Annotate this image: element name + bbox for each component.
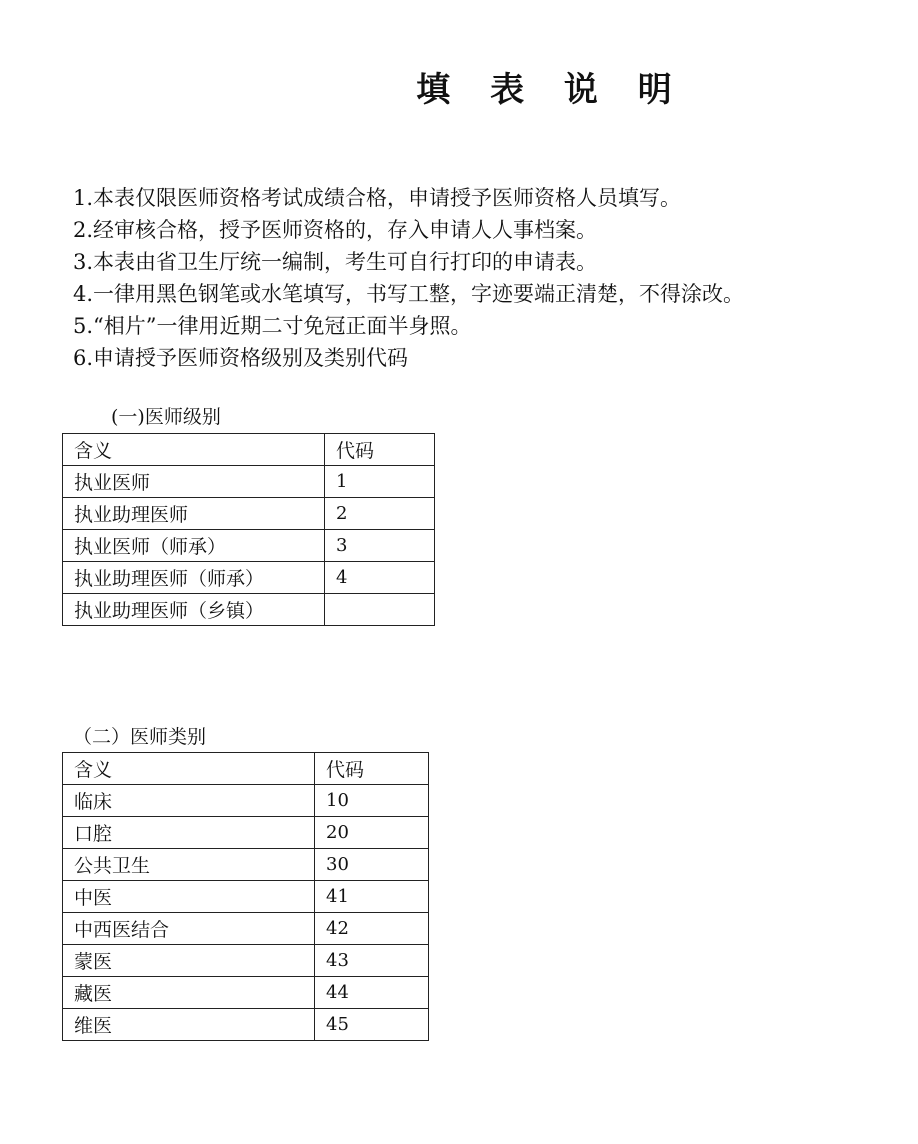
cell-code [325, 594, 435, 626]
instruction-item-3: 3.本表由省卫生厅统一编制，考生可自行打印的申请表。 [73, 250, 598, 274]
instruction-item-6: 6.申请授予医师资格级别及类别代码 [73, 346, 409, 370]
cell-meaning: 执业医师 [63, 466, 325, 498]
cell-code: 1 [325, 466, 435, 498]
header-code: 代码 [325, 434, 435, 466]
table-row [63, 817, 429, 849]
cell-code: 3 [325, 530, 435, 562]
cell-meaning: 执业助理医师 [63, 498, 325, 530]
cell-code: 10 [315, 785, 429, 817]
cell-meaning: 藏医 [63, 977, 315, 1009]
page-title: 填 表 说 明 [416, 70, 686, 110]
table-header-row [63, 753, 429, 785]
table-row [63, 913, 429, 945]
table-row [63, 498, 435, 530]
cell-meaning: 执业助理医师（乡镇） [63, 594, 325, 626]
instructions-list [73, 182, 744, 374]
table-row [63, 1009, 429, 1041]
level-code-table [62, 433, 435, 626]
cell-code: 30 [315, 849, 429, 881]
cell-code: 42 [315, 913, 429, 945]
header-code: 代码 [315, 753, 429, 785]
cell-meaning: 执业医师（师承） [63, 530, 325, 562]
category-section-label: （二）医师类别 [73, 726, 207, 748]
cell-code: 45 [315, 1009, 429, 1041]
table-row [63, 849, 429, 881]
cell-code: 4 [325, 562, 435, 594]
instruction-item-2: 2.经审核合格，授予医师资格的，存入申请人人事档案。 [73, 218, 598, 242]
table-header-row [63, 434, 435, 466]
cell-meaning: 公共卫生 [63, 849, 315, 881]
cell-meaning: 执业助理医师（师承） [63, 562, 325, 594]
header-meaning: 含义 [63, 434, 325, 466]
table-row [63, 785, 429, 817]
header-meaning: 含义 [63, 753, 315, 785]
table-row [63, 562, 435, 594]
cell-code: 44 [315, 977, 429, 1009]
cell-code: 41 [315, 881, 429, 913]
cell-meaning: 临床 [63, 785, 315, 817]
cell-code: 20 [315, 817, 429, 849]
cell-meaning: 中医 [63, 881, 315, 913]
table-row [63, 945, 429, 977]
instruction-item-5: 5.“相片”一律用近期二寸免冠正面半身照。 [73, 314, 472, 338]
cell-code: 2 [325, 498, 435, 530]
cell-code: 43 [315, 945, 429, 977]
cell-meaning: 中西医结合 [63, 913, 315, 945]
instruction-item-4: 4.一律用黑色钢笔或水笔填写，书写工整，字迹要端正清楚，不得涂改。 [73, 282, 745, 306]
cell-meaning: 蒙医 [63, 945, 315, 977]
table-row [63, 530, 435, 562]
level-section-label: (一)医师级别 [111, 406, 221, 428]
category-code-table [62, 752, 429, 1041]
cell-meaning: 维医 [63, 1009, 315, 1041]
cell-meaning: 口腔 [63, 817, 315, 849]
table-row [63, 594, 435, 626]
table-row [63, 466, 435, 498]
table-row [63, 977, 429, 1009]
table-row [63, 881, 429, 913]
instruction-item-1: 1.本表仅限医师资格考试成绩合格，申请授予医师资格人员填写。 [73, 186, 682, 210]
